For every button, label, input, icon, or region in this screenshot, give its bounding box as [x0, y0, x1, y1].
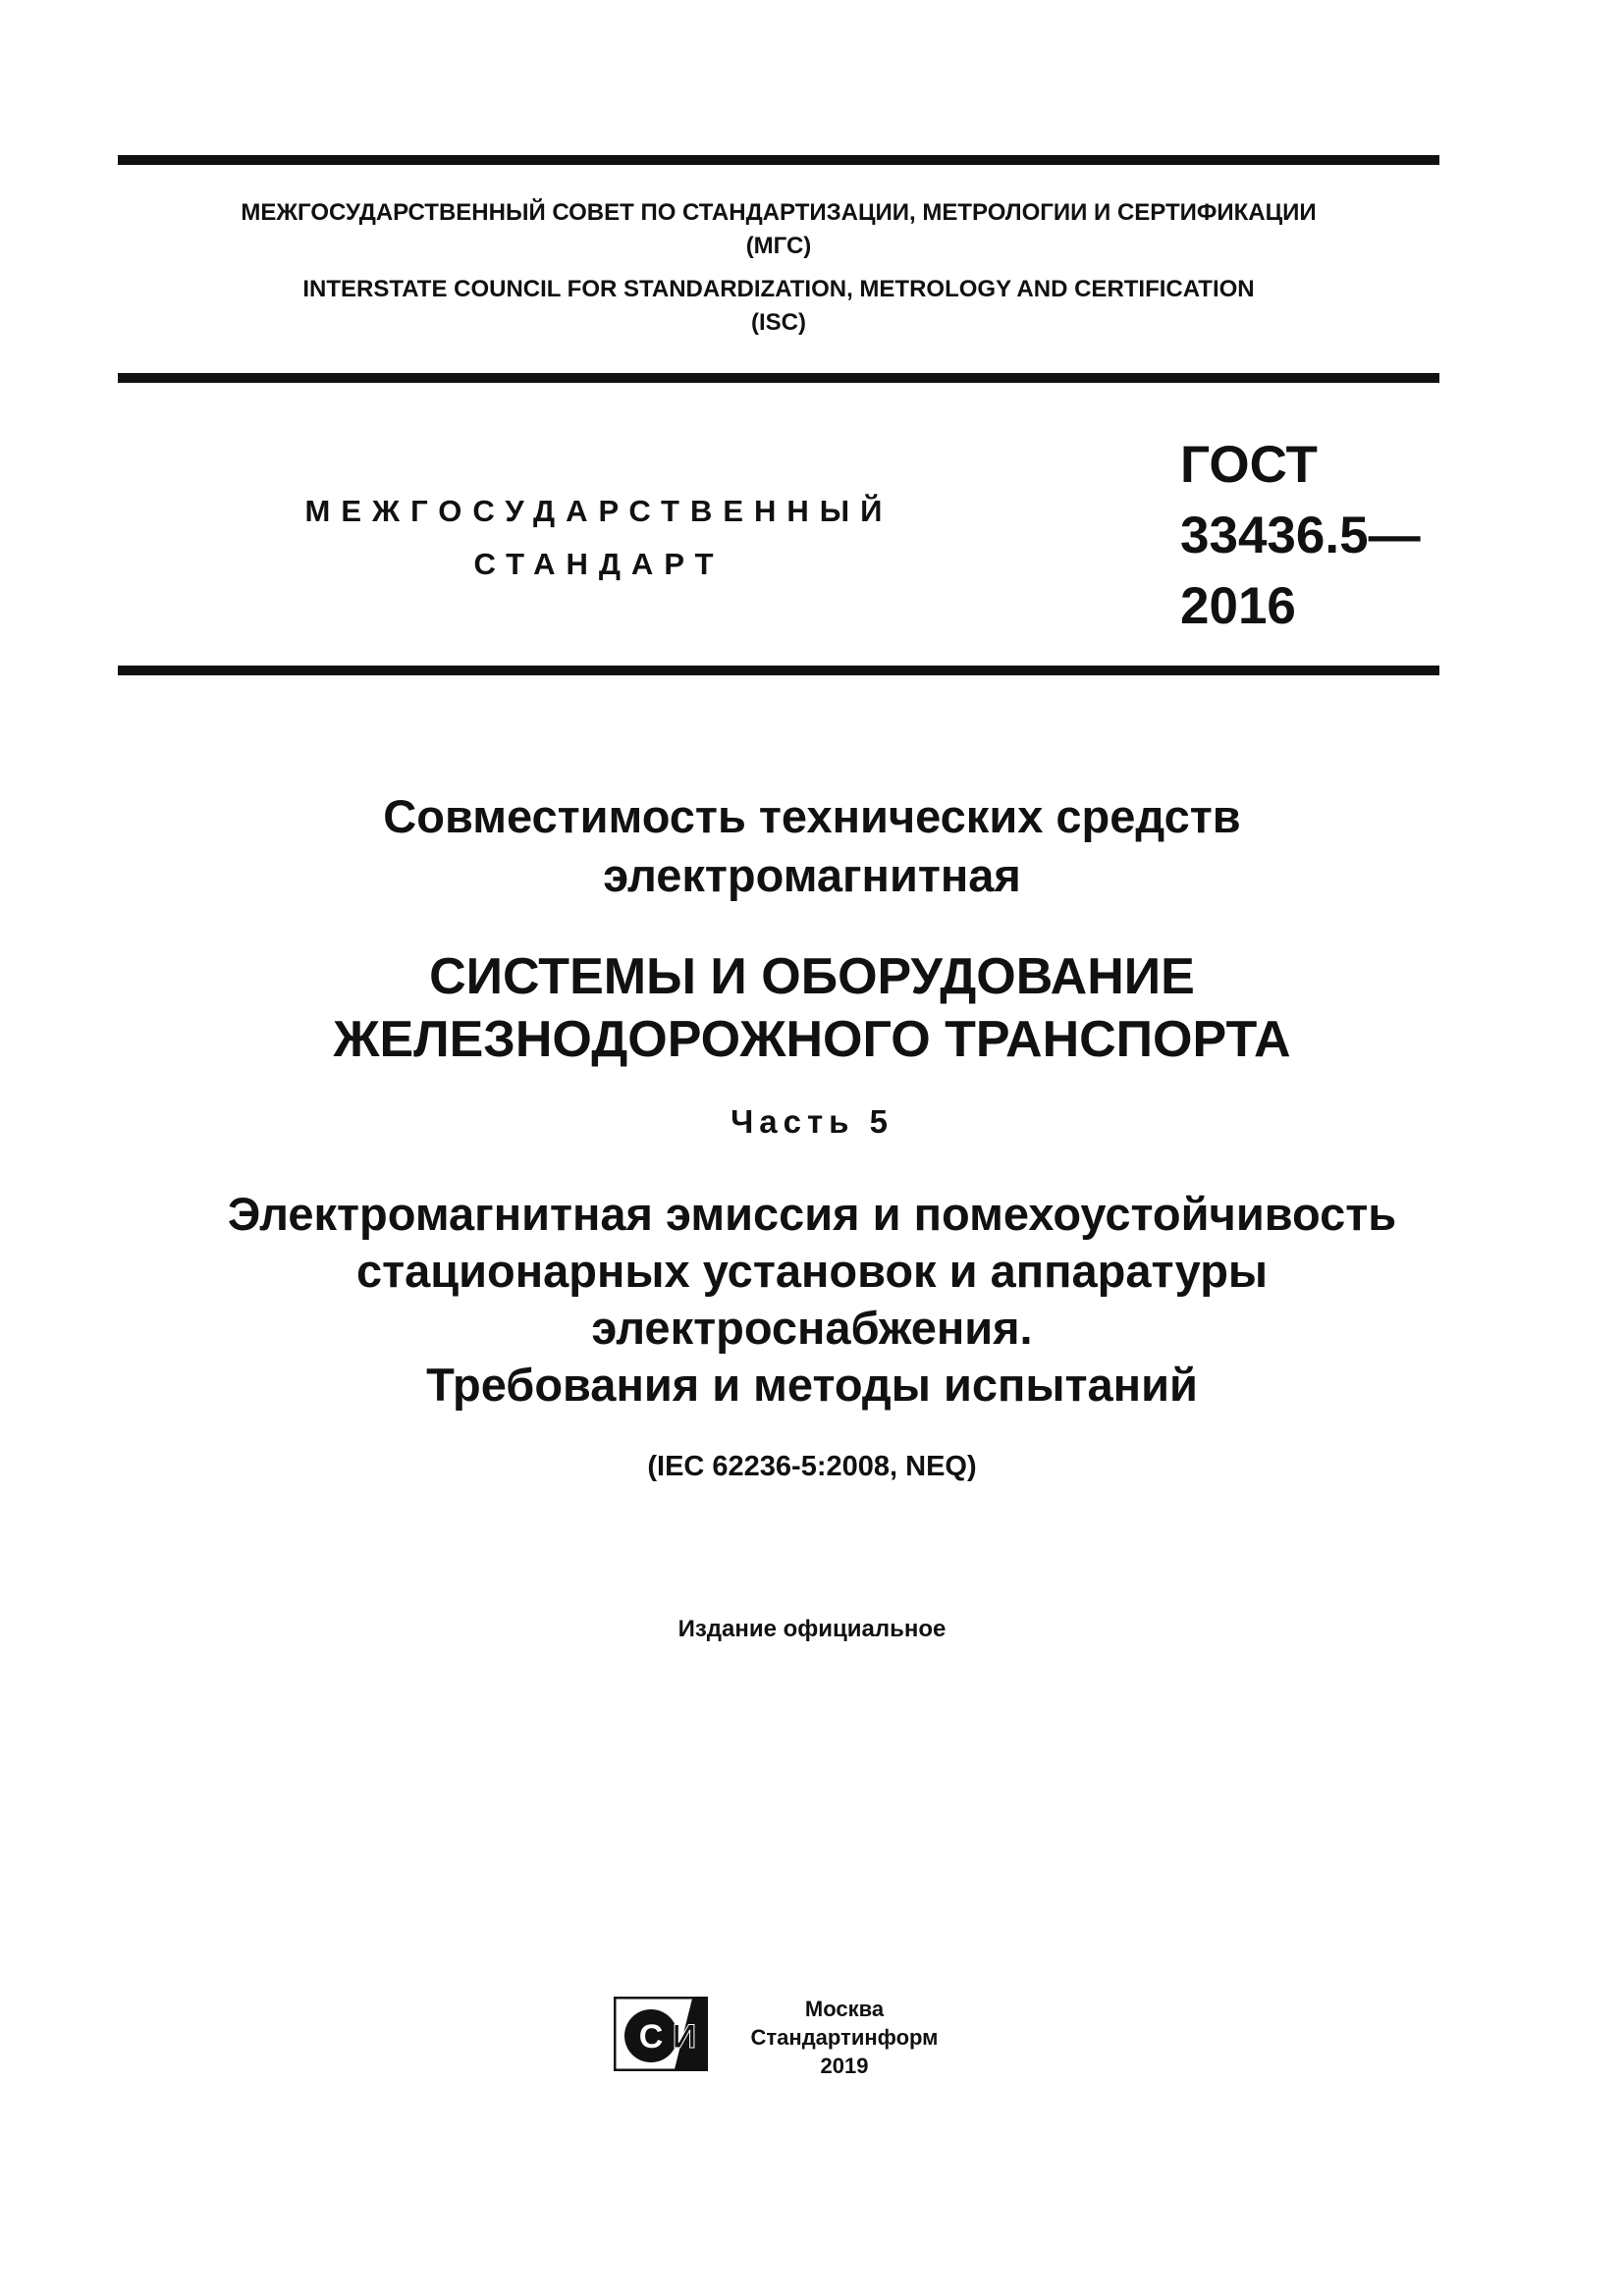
main-title-line2: ЖЕЛЕЗНОДОРОЖНОГО ТРАНСПОРТА — [333, 1011, 1291, 1068]
subtitle — [0, 1186, 1624, 1414]
standartinform-logo-icon — [614, 1997, 708, 2071]
main-title-line1: СИСТЕМЫ И ОБОРУДОВАНИЕ — [429, 948, 1195, 1005]
subtitle-line3: электроснабжения. — [591, 1302, 1033, 1354]
publisher-name: Стандартинформ — [750, 2025, 939, 2050]
standard-type — [295, 485, 903, 591]
council-name-ru: МЕЖГОСУДАРСТВЕННЫЙ СОВЕТ ПО СТАНДАРТИЗАЦИИ, МЕТРОЛОГИИ И СЕРТИФИКАЦИИ — [241, 199, 1317, 226]
council-header — [118, 196, 1439, 340]
standard-type-line1: МЕЖГОСУДАРСТВЕННЫЙ — [304, 494, 893, 528]
svg-text:И: И — [672, 2018, 697, 2056]
publisher-city: Москва — [804, 1997, 885, 2021]
general-title — [0, 787, 1624, 905]
general-title-line2: электромагнитная — [603, 849, 1021, 901]
top-rule — [118, 155, 1439, 165]
standard-code-line3: 2016 — [1180, 577, 1296, 635]
standard-code-line2: 33436.5— — [1180, 507, 1421, 564]
council-abbr-ru: (МГС) — [745, 233, 812, 259]
standard-type-line2: СТАНДАРТ — [473, 547, 725, 581]
edition-note: Издание официальное — [677, 1616, 947, 1642]
iec-reference: (IEC 62236-5:2008, NEQ) — [647, 1451, 977, 1482]
middle-rule — [118, 373, 1439, 383]
council-name-en: INTERSTATE COUNCIL FOR STANDARDIZATION, METROLOGY AND CERTIFICATION — [302, 276, 1255, 302]
part-number: Часть 5 — [731, 1103, 893, 1140]
standard-code — [1180, 430, 1421, 642]
general-title-line1: Совместимость технических средств — [383, 790, 1241, 842]
council-abbr-en: (ISC) — [751, 309, 806, 336]
subtitle-line4: Требования и методы испытаний — [426, 1359, 1198, 1411]
publisher-block — [614, 1985, 967, 2103]
lower-rule — [118, 666, 1439, 675]
publisher-info — [722, 1995, 967, 2080]
standard-code-line1: ГОСТ — [1180, 436, 1318, 494]
publisher-year: 2019 — [820, 2054, 869, 2078]
subtitle-line1: Электромагнитная эмиссия и помехоустойчивость — [227, 1188, 1397, 1240]
subtitle-line2: стационарных установок и аппаратуры — [355, 1245, 1269, 1297]
main-title — [0, 945, 1624, 1071]
svg-text:С: С — [638, 2018, 664, 2056]
